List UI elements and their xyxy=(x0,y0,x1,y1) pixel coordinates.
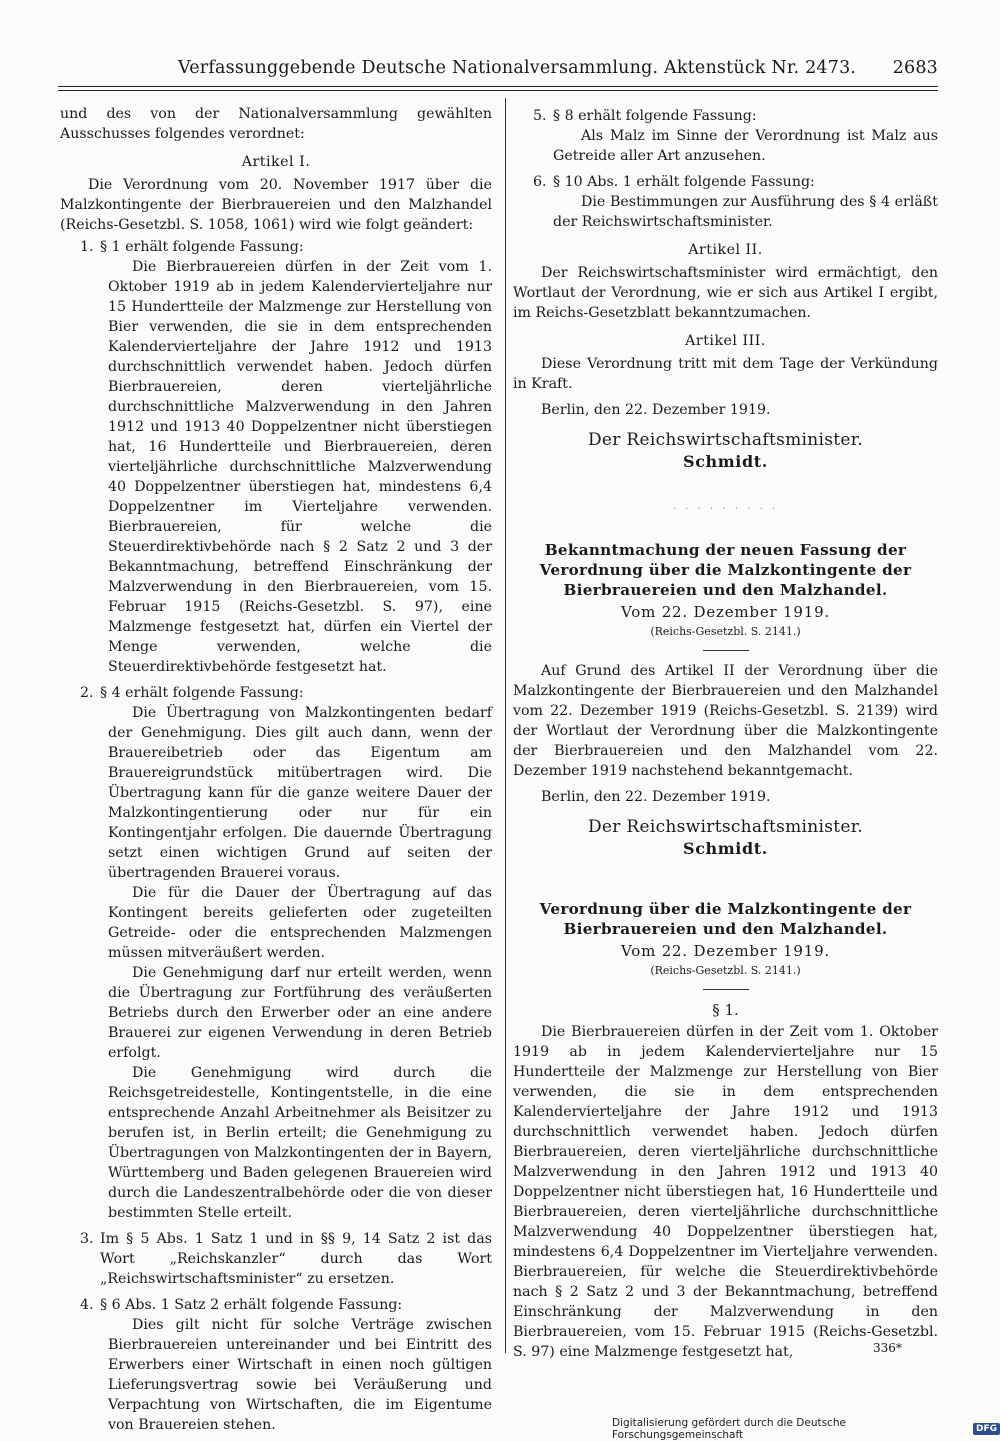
dfg-logo: DFG xyxy=(973,1423,1000,1435)
item-4-body xyxy=(60,1315,492,1435)
credit-text: Digitalisierung gefördert durch die Deutsche Forschungsgemeinschaft xyxy=(612,1417,846,1441)
column-divider xyxy=(505,98,506,1353)
artikel-2-title: Artikel II. xyxy=(688,242,763,258)
short-rule xyxy=(703,989,749,990)
signature-title: Der Reichswirtschaftsminister. xyxy=(587,430,864,450)
page-header xyxy=(58,58,938,78)
item-4-text: Dies gilt nicht für solche Verträge zwischen Bierbrauereien untereinander und bei Eintritt des Erwerbers einer Wirtschaft in einen noch gültigen Lieferungsvertrag sowie bei Veräußerung und Verpachtung von Wirtschaften, die im Eigentume von Brauereien stehen. xyxy=(108,1317,492,1433)
list-item xyxy=(60,237,492,257)
item-1-text: Die Bierbrauereien dürfen in der Zeit vom 1. Oktober 1919 ab in jedem Kalendervierteljahre nur 15 Hundertteile der Malzmenge zur Herstellung von Bier verwenden, die sie in dem entsprechenden Kalendervierteljahre der Jahre 1912 und 1913 durchschnittlich verwendet haben. Jedoch dürfen Bierbrauereien, deren vierteljährliche durchschnittliche Malzverwendung in den Jahren 1912 und 1913 40 Doppelzentner nicht überstiegen hat, 16 Hundertteile und Bierbrauereien, deren vierteljährliche durchschnittliche Malzverwendung 40 Doppelzentner überstiegen hat, mindestens 6,4 Doppelzentner im Vierteljahre verwenden. Bierbrauereien, für welche die Steuerdirektivbehörde nach § 2 Satz 2 und 3 der Bekanntmachung, betreffend Einschränkung der Malzverwendung in den Bierbrauereien, vom 15. Februar 1915 (Reichs-Gesetzbl. S. 97), eine Malzmenge festgesetzt hat, dürfen ein Viertel der Menge verwenden, welche die Steuerdirektivbehörde festgesetzt hat. xyxy=(108,259,492,675)
list-item xyxy=(513,106,938,126)
item-number: 5. xyxy=(533,108,547,124)
item-number: 4. xyxy=(80,1297,94,1313)
item-number: 1. xyxy=(80,239,94,255)
list-item xyxy=(513,172,938,192)
item-6-text: Die Bestimmungen zur Ausführung des § 4 erläßt der Reichswirtschaftsminister. xyxy=(553,194,938,230)
item-5-text: Als Malz im Sinne der Verordnung ist Malz aus Getreide aller Art anzusehen. xyxy=(553,128,938,164)
signature-name: Schmidt. xyxy=(683,452,768,471)
list-item xyxy=(60,1229,492,1289)
list-item xyxy=(60,683,492,703)
item-heading: § 8 erhält folgende Fassung: xyxy=(553,108,757,124)
sheet-number: 336* xyxy=(873,1341,902,1355)
heading-reference: (Reichs-Gesetzbl. S. 2141.) xyxy=(650,964,801,977)
item-6-body xyxy=(513,192,938,232)
header-title: Verfassunggebende Deutsche Nationalversammlung. Aktenstück Nr. 2473. xyxy=(178,58,857,78)
item-heading: § 1 erhält folgende Fassung: xyxy=(100,239,304,255)
heading-date: Vom 22. Dezember 1919. xyxy=(621,942,830,960)
item-1-body xyxy=(60,257,492,677)
date-line: Berlin, den 22. Dezember 1919. xyxy=(541,789,771,805)
artikel-1-title: Artikel I. xyxy=(241,154,311,170)
signature-title: Der Reichswirtschaftsminister. xyxy=(587,817,864,837)
item-2-paragraph: Die Genehmigung darf nur erteilt werden, wenn die Übertragung zur Fortführung des veräußerten Betriebs durch den Erwerber oder an eine andere Brauerei zur eigenen Verwendung in deren Betrieb erfolgt. xyxy=(108,965,492,1061)
intro-text: und des von der Nationalversammlung gewählten Ausschusses folgendes verordnet: xyxy=(60,106,492,142)
right-column xyxy=(513,104,938,1362)
section-heading: Verordnung über die Malzkontingente der Bierbrauereien und den Malzhandel. xyxy=(539,900,912,938)
item-heading: § 6 Abs. 1 Satz 2 erhält folgende Fassung: xyxy=(100,1297,403,1313)
item-3-text: Im § 5 Abs. 1 Satz 1 und in §§ 9, 14 Satz 2 ist das Wort „Reichskanzler“ durch das Wort „Reichswirtschaftsminister“ zu ersetzen. xyxy=(100,1231,492,1287)
short-rule xyxy=(703,650,749,651)
item-heading: § 4 erhält folgende Fassung: xyxy=(100,685,304,701)
header-rule-thin xyxy=(58,90,938,91)
paragraph-text: Die Bierbrauereien dürfen in der Zeit vom 1. Oktober 1919 ab in jedem Kalendervierteljahre nur 15 Hundertteile der Malzmenge zur Herstellung von Bier verwenden, die sie in dem entsprechenden Kalendervierteljahre der Jahre 1912 und 1913 durchschnittlich verwendet haben. Jedoch dürfen Bierbrauereien, deren vierteljährliche durchschnittliche Malzverwendung in den Jahren 1912 und 1913 40 Doppelzentner nicht überstiegen hat, 16 Hundertteile und Bierbrauereien, deren vierteljährliche durchschnittliche Malzverwendung 40 Doppelzentner überstiegen hat, mindestens 6,4 Doppelzentner im Vierteljahre verwenden. Bierbrauereien, für welche die Steuerdirektivbehörde nach § 2 Satz 2 und 3 der Bekanntmachung, betreffend Einschränkung der Malzverwendung in den Bierbrauereien, vom 15. Februar 1915 (Reichs-Gesetzbl. S. 97) eine Malzmenge festgesetzt hat, xyxy=(513,1024,938,1360)
artikel-2-text: Der Reichswirtschaftsminister wird ermächtigt, den Wortlaut der Verordnung, wie er sich aus Artikel I ergibt, im Reichs-Gesetzblatt bekanntzumachen. xyxy=(513,265,938,321)
heading-reference: (Reichs-Gesetzbl. S. 2141.) xyxy=(650,625,801,638)
section-heading: Bekanntmachung der neuen Fassung der Verordnung über die Malzkontingente der Bierbrauereien und den Malzhandel. xyxy=(539,541,912,599)
signature-name: Schmidt. xyxy=(683,839,768,858)
artikel-1-text: Die Verordnung vom 20. November 1917 über die Malzkontingente der Bierbrauereien und den Malzhandel (Reichs-Gesetzbl. S. 1058, 1061) wird wie folgt geändert: xyxy=(60,177,492,233)
artikel-3-text: Diese Verordnung tritt mit dem Tage der Verkündung in Kraft. xyxy=(513,356,938,392)
header-rule xyxy=(58,86,938,87)
item-2-body xyxy=(60,703,492,1223)
item-5-body xyxy=(513,126,938,166)
paragraph-number: § 1. xyxy=(712,1001,739,1019)
announcement-text: Auf Grund des Artikel II der Verordnung über die Malzkontingente der Bierbrauereien und den Malzhandel vom 22. Dezember 1919 (Reichs-Gesetzbl. S. 2139) wird der Wortlaut der Verordnung über die Malzkontingente der Bierbrauereien und den Malzhandel vom 22. Dezember 1919 nachstehend bekanntgemacht. xyxy=(513,663,938,779)
item-number: 3. xyxy=(80,1231,94,1247)
left-column xyxy=(60,104,492,1435)
spacer xyxy=(513,859,938,899)
item-number: 2. xyxy=(80,685,94,701)
page-number: 2683 xyxy=(892,58,938,78)
artikel-3-title: Artikel III. xyxy=(685,333,766,349)
item-number: 6. xyxy=(533,174,547,190)
item-2-paragraph: Die Genehmigung wird durch die Reichsgetreidestelle, Kontingentstelle, in die eine entsprechende Anzahl Arbeitnehmer als Beisitzer zu berufen ist, in Berlin erteilt; die Genehmigung zu Übertragungen von Malzkontingenten der in Bayern, Württemberg und Baden gelegenen Brauereien wird durch die Landeszentralbehörde oder die von dieser bestimmten Stelle erteilt. xyxy=(108,1065,492,1221)
digitization-credit xyxy=(612,1417,1000,1441)
heading-date: Vom 22. Dezember 1919. xyxy=(621,603,830,621)
list-item xyxy=(60,1295,492,1315)
item-2-paragraph: Die Übertragung von Malzkontingenten bedarf der Genehmigung. Dies gilt auch dann, wenn der Brauereibetrieb oder das Eigentum am Brauereigrundstück mitübertragen wird. Die Übertragung kann für die ganze weitere Dauer der Malzkontingentierung oder nur für ein Kontingentjahr erfolgen. Die dauernde Übertragung setzt einen wichtigen Grund auf seiten der übertragenden Brauerei voraus. xyxy=(108,705,492,881)
section-separator: · · · · · · · · · xyxy=(672,504,779,515)
item-2-paragraph: Die für die Dauer der Übertragung auf das Kontingent bereits gelieferten oder zugeteilten Getreide- oder die entsprechenden Malzmengen müssen mitveräußert werden. xyxy=(108,885,492,961)
item-heading: § 10 Abs. 1 erhält folgende Fassung: xyxy=(553,174,815,190)
date-line: Berlin, den 22. Dezember 1919. xyxy=(541,402,771,418)
